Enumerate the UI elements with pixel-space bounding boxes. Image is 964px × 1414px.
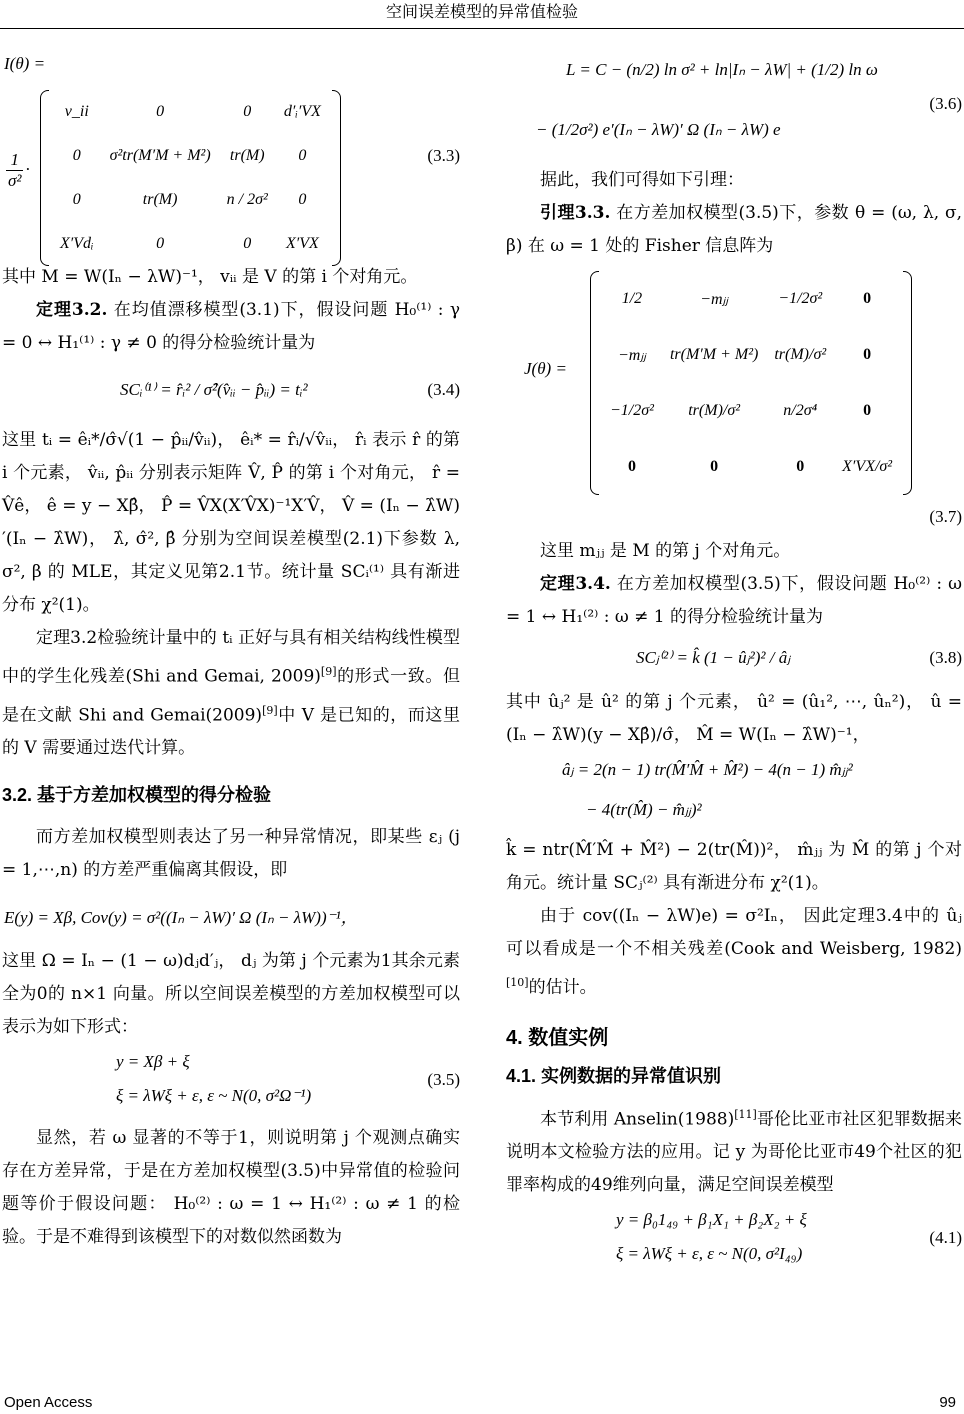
paragraph-text: 本节利用 Anselin(1988) [540,1109,735,1130]
eq41-line-2: ξ = λWξ + ε, ε ~ N(0, σ²I₄₉) [616,1244,803,1264]
eq-variance-body: E(y) = Xβ, Cov(y) = σ²((Iₙ − λW)′ Ω (Iₙ − λW))⁻¹， [4,908,358,928]
mat33-cell: d′ᵢ′VX [283,103,321,120]
eq37-lhs: J(θ) = [524,359,567,378]
mat33-cell: σ²tr(M′M + M²) [109,147,211,164]
paragraph: 据此，我们可得如下引理： [540,170,744,190]
eq33-prefix: $\frac{1}{\text{σ²}}$ · [8,150,30,190]
page-number: 99 [939,1394,956,1411]
mat37-cell: X′VX/σ² [842,458,893,475]
mat33-cell: tr(M) [142,191,178,208]
left-column [2,40,460,1254]
eq35-line-1: y = Xβ + ξ [116,1052,190,1072]
paragraph: 这里 mⱼⱼ 是 M 的第 j 个对角元。 [540,541,791,561]
paragraph: 显然，若 ω 显著的不等于1，则说明第 j 个观测点确实存在方差异常，于是在方差加权模型(3.5)中异常值的检验问题等价于假设问题： H₀⁽²⁾ : ω = 1 ↔ H₁⁽²⁾ : ω ≠ 1 的检验。于是不难得到该模型下的对数似然函数为 [2,1128,460,1248]
mat33-cell: n / 2σ² [226,191,268,208]
lemma-3-3-title: 引理3.3. [540,203,611,223]
equation-a-hat [506,752,962,834]
section-heading-4-1: 4.1. 实例数据的异常值识别 [506,1065,722,1086]
running-header [0,0,964,29]
eq35-number: (3.5) [427,1070,460,1090]
eq-a-line-2: − 4(tr(M̂) − m̂ⱼⱼ)² [586,800,702,819]
paragraph [506,900,962,1005]
mat33-cell: 0 [243,235,252,252]
mat37-cell: −1/2σ² [778,290,823,307]
right-column [506,40,962,1278]
mat37-cell: tr(M′M + M²) [669,346,759,363]
lemma-3-3-text: 在方差加权模型(3.5)下，参数 θ = (ω, λ, σ, β) 在 ω = 1 处的 Fisher 信息阵为 [506,203,963,256]
paragraph-text: 定理3.2检验统计量中的 tᵢ 正好与具有相关结构线性模型中的学生化残差(Shi and Gemai, 2009) [2,628,460,687]
mat33-cell: 0 [72,147,81,164]
theorem-3-4 [506,568,962,634]
paragraph-text: 中 V 是已知的，而这里的 V 需要通过迭代计算。 [2,705,460,759]
equation-3-8 [506,634,962,686]
eq37-number: (3.7) [929,507,962,526]
equation-3-3 [2,40,460,255]
eq34-number: (3.4) [427,380,460,399]
equation-3-5 [2,1044,460,1122]
mat33-cell: 0 [243,103,252,120]
paragraph: 这里 Ω = Iₙ − (1 − ω)dⱼd′ⱼ， dⱼ 为第 j 个元素为1其余元素全为0的 n×1 向量。所以空间误差模型的方差加权模型可以表示为如下形式： [2,951,460,1038]
mat33-cell: 0 [298,147,307,164]
eq33-lhs: I(θ) = [4,54,46,73]
header-title: 空间误差模型的异常值检验 [385,2,578,21]
mat37-cell: tr(M)/σ² [688,402,741,419]
section-heading-4: 4. 数值实例 [506,1026,609,1049]
paragraph: 而方差加权模型则表达了另一种异常情况，即某些 εⱼ (j = 1,⋯,n) 的方差严重偏离其假设，即 [2,827,460,881]
paragraph [2,622,460,765]
paragraph-text: 由于 cov((Iₙ − λW)e) = σ²Iₙ， 因此定理3.4中的 ûⱼ 可以看成是一个不相关残差(Cook and Weisberg, 1982) [506,906,962,959]
mat37-cell: 0 [710,458,719,475]
eq36-number: (3.6) [929,94,962,113]
mat33-cell: X′VX [285,235,319,252]
theorem-3-2 [2,294,460,360]
eq33-prefix-denominator: σ² [8,171,22,190]
mat37-cell: 0 [796,458,805,475]
mat33-cell: 0 [156,103,165,120]
paragraph-text: 的形式一致。但是在文献 Shi and Gemai(2009) [2,666,460,726]
citation: [9] [262,703,278,717]
mat33-cell: 0 [156,235,165,252]
paragraph: 其中 ûⱼ² 是 û² 的第 j 个元素， û² = (û₁², ⋯, ûₙ²)， û = (Iₙ − λ̂W)(y − Xβ̂)/σ̂， M̂ = W(Iₙ − λ̂W)⁻¹， [506,692,962,745]
equation-3-6 [506,40,962,164]
mat37-cell: −1/2σ² [610,402,654,419]
matrix-3-3 [40,90,341,266]
mat37-cell: −mⱼⱼ [617,347,646,364]
mat37-cell: 0 [627,458,636,475]
matrix-3-7 [590,271,912,495]
citation: [11] [734,1107,757,1121]
eq41-number: (4.1) [929,1228,962,1248]
paragraph: 其中 M = W(Iₙ − λW)⁻¹， vᵢᵢ 是 V 的第 i 个对角元。 [2,267,418,287]
citation: [10] [506,976,529,989]
mat37-cell: n/2σ⁴ [783,402,818,419]
eq36-line-1: L = C − (n/2) ln σ² + ln|Iₙ − λW| + (1/2) ln ω [566,60,878,79]
eq41-line-1: y = β₀1₄₉ + β₁X₁ + β₂X₂ + ξ [616,1210,807,1230]
mat37-cell: 1/2 [621,290,643,307]
page-footer [0,1392,964,1414]
paragraph-text: 的估计。 [528,977,597,998]
eq-a-line-1: âⱼ = 2(n − 1) tr(M̂′M̂ + M̂²) − 4(n − 1) m̂ⱼⱼ² [562,760,853,779]
section-heading-3-2: 3.2. 基于方差加权模型的得分检验 [2,785,272,806]
lemma-3-3 [506,197,962,263]
eq36-line-2: − (1/2σ²) e′(Iₙ − λW)′ Ω (Iₙ − λW) e [536,120,781,139]
paragraph: k̂ = ntr(M̂′M̂ + M̂²) − 2(tr(M̂))²， m̂ⱼⱼ 为 M̂ 的第 j 个对角元。统计量 SCⱼ⁽²⁾ 具有渐进分布 χ²(1)。 [506,840,962,893]
paragraph [506,1098,962,1203]
mat33-cell: X′Vdᵢ [60,235,94,252]
mat37-cell: tr(M)/σ² [774,346,827,363]
mat37-cell: 0 [863,402,872,419]
mat33-cell: v_ii [64,103,89,120]
mat37-cell: 0 [863,346,872,363]
eq38-number: (3.8) [929,648,962,667]
equation-variance [2,887,460,945]
mat33-cell: tr(M) [229,147,265,164]
mat37-cell: 0 [863,290,872,307]
equation-4-1 [506,1202,962,1278]
eq35-line-2: ξ = λWξ + ε, ε ~ N(0, σ²Ω⁻¹) [116,1086,312,1106]
theorem-3-4-text: 在方差加权模型(3.5)下，假设问题 H₀⁽²⁾ : ω = 1 ↔ H₁⁽²⁾ : ω ≠ 1 的得分检验统计量为 [506,574,962,627]
eq38-body: SCⱼ⁽²⁾ = k̂ (1 − ûⱼ²)² / âⱼ [636,648,791,667]
citation: [9] [320,665,337,678]
eq34-body: SCᵢ⁽¹⁾ = r̂ᵢ² / σ̂²(v̂ᵢᵢ − p̂ᵢᵢ) = tᵢ² [120,380,308,399]
mat33-cell: 0 [72,191,81,208]
mat37-cell: −mⱼⱼ [700,291,729,308]
equation-3-4 [2,360,460,424]
theorem-3-2-text: 在均值漂移模型(3.1)下，假设问题 H₀⁽¹⁾ : γ = 0 ↔ H₁⁽¹⁾ : γ ≠ 0 的得分检验统计量为 [2,300,460,353]
eq33-prefix-numerator: 1 [6,150,23,171]
theorem-3-2-title: 定理3.2. [36,300,108,320]
eq33-number: (3.3) [427,146,460,165]
mat33-cell: 0 [298,191,307,208]
equation-3-7 [506,263,962,535]
footer-open-access: Open Access [4,1394,93,1411]
paragraph: 这里 tᵢ = êᵢ*/σ̂√(1 − p̂ᵢᵢ/v̂ᵢᵢ)， êᵢ* = r̂ᵢ/√v̂ᵢᵢ， r̂ᵢ 表示 r̂ 的第 i 个元素， v̂ᵢᵢ, p̂ᵢᵢ 分别表示矩阵 V̂, P̂ 的第 i 个对角元， r̂ = V̂ê， ê = y − Xβ̂， P̂ = V̂X(X′V̂X)⁻¹X′V̂， V̂ = (Iₙ − λ̂W)′(Iₙ − λ̂W)， λ̂, σ̂², β̂ 分别为空间误差模型(2.1)下参数 λ, σ², β 的 MLE，其定义见第2.1节。统计量 SCᵢ⁽¹⁾ 具有渐进分布 χ²(1)。 [2,430,460,615]
theorem-3-4-title: 定理3.4. [540,574,611,594]
paragraph-text: 哥伦比亚市社区犯罪数据来说明本文检验方法的应用。记 y 为哥伦比亚市49个社区的犯罪率构成的49维列向量，满足空间误差模型 [506,1109,963,1196]
